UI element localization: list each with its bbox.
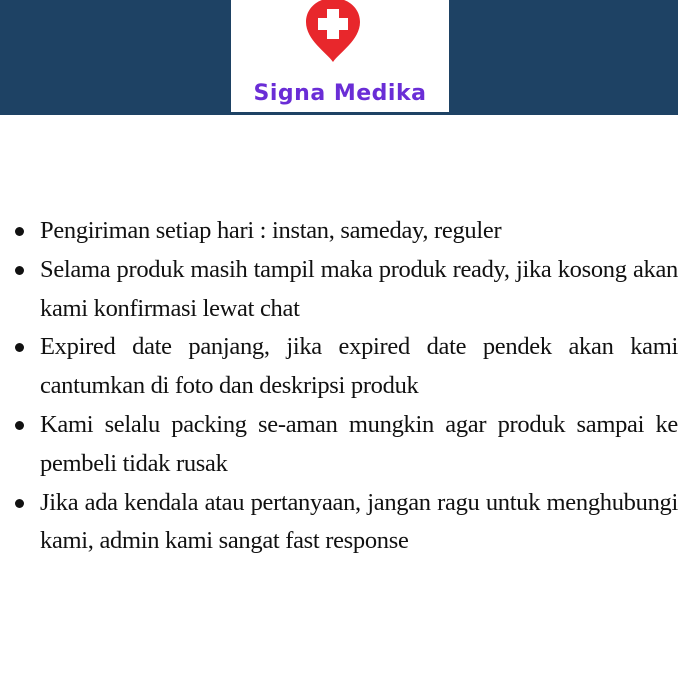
bullet-icon: [15, 343, 24, 352]
list-item-text: Selama produk masih tampil maka produk ready, jika kosong akan kami konfirmasi lewat chat: [40, 255, 678, 322]
logo-text: Signa Medika: [253, 81, 427, 106]
list-item: [0, 328, 678, 406]
list-item-text: Kami selalu packing se-aman mungkin agar produk sampai ke pembeli tidak rusak: [40, 410, 678, 477]
list-item-text: Jika ada kendala atau pertanyaan, jangan ragu untuk menghubungi kami, admin kami sangat fast response: [40, 488, 678, 555]
info-list: [0, 212, 678, 561]
list-item: [0, 212, 678, 251]
bullet-icon: [15, 266, 24, 275]
list-item: [0, 406, 678, 484]
bullet-icon: [15, 227, 24, 236]
list-item: [0, 484, 678, 562]
list-item-text: Expired date panjang, jika expired date pendek akan kami cantumkan di foto dan deskripsi produk: [40, 333, 678, 400]
bullet-icon: [15, 499, 24, 508]
list-item: [0, 251, 678, 329]
medical-cross-pin-icon: [304, 0, 362, 62]
bullet-icon: [15, 421, 24, 430]
list-item-text: Pengiriman setiap hari : instan, sameday, reguler: [40, 217, 502, 244]
